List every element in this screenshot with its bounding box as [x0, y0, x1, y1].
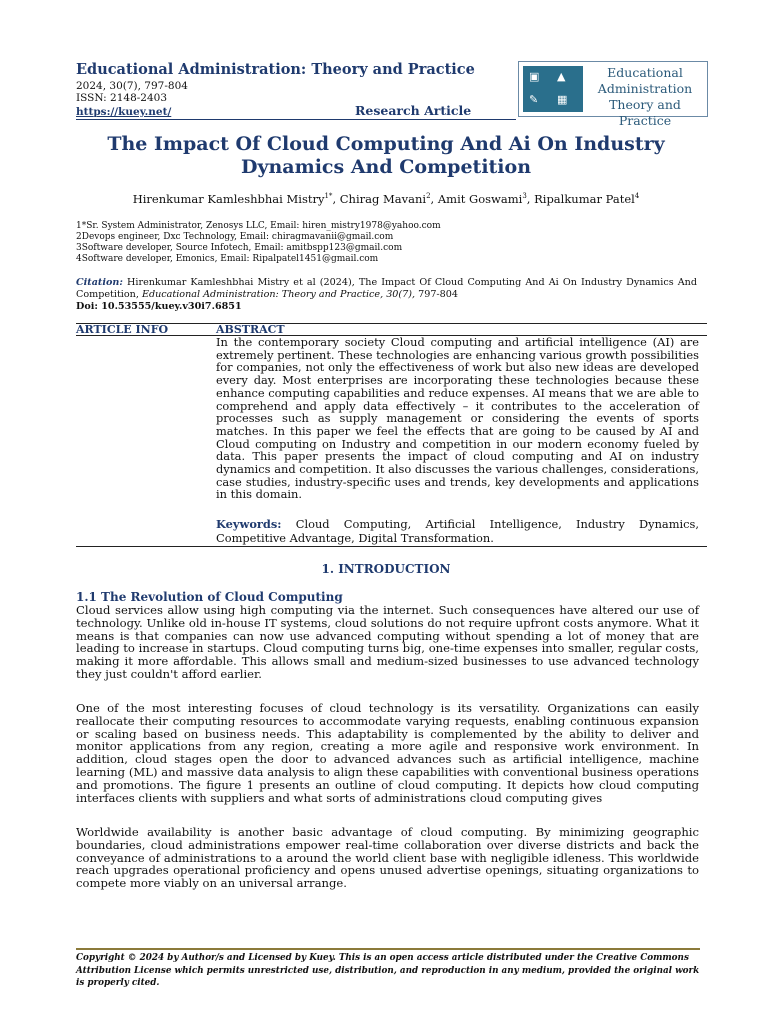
journal-issn: ISSN: 2148-2403: [76, 92, 168, 104]
affiliation: 4Software developer, Emonics, Email: Ripalpatel1451@gmail.com: [76, 254, 379, 264]
author-name: Ripalkumar Patel: [534, 192, 635, 206]
author-mark: 4: [634, 192, 640, 201]
keywords-label: Keywords:: [216, 517, 282, 531]
keywords: [216, 518, 699, 545]
logo-line: Theory and Practice: [609, 97, 681, 128]
author-list: Hirenkumar Kamleshbhai Mistry$^{1*}$, Chirag Mavani$^2$, Amit Goswami$^3$, Ripalkumar Patel$^4$: [132, 192, 640, 206]
doi: Doi: 10.53555/kuey.v30i7.6851: [76, 301, 242, 312]
citation-label: Citation:: [76, 277, 123, 288]
affiliation: 1*Sr. System Administrator, Zenosys LLC, Email: hiren_mistry1978@yahoo.com: [76, 221, 441, 231]
article-type: Research Article: [355, 103, 472, 118]
body-paragraph: Cloud services allow using high computing via the internet. Such consequences have altered our use of technology. Unlike old in-house IT systems, cloud solutions do not require upfront costs anymore. What it means is that companies can now use advanced computing without spending a lot of money that are leading to increase in startups. Cloud computing turns big, one-time expenses into smaller, regular costs, making it more affordable. This allows small and medium-sized businesses to use advanced technology they just couldn't afford earlier.: [76, 603, 699, 681]
section-heading: 1. INTRODUCTION: [321, 562, 451, 576]
citation: [76, 277, 697, 300]
journal-volume: 2024, 30(7), 797-804: [76, 80, 188, 92]
journal-link[interactable]: https://kuey.net/: [76, 106, 172, 118]
author-mark: 2: [426, 192, 431, 201]
citation-pages: 797-804: [418, 288, 458, 300]
logo-text: [587, 65, 703, 129]
citation-text: Hirenkumar Kamleshbhai Mistry et al (2024), The Impact Of Cloud Computing And Ai On Industry Dynamics And Competition,: [76, 277, 697, 300]
document-icon: ▦: [557, 93, 568, 106]
author-name: Chirag Mavani: [339, 192, 427, 206]
body-paragraph: Worldwide availability is another basic advantage of cloud computing. By minimizing geographic boundaries, cloud administrations empower real-time collaboration over diverse districts and back the conveyance of administrations to a around the world client base with negligible idleness. This worldwide reach upgrades operational proficiency and opens unused advertise openings, situating organizations to compete more viably on an universal arrange.: [76, 825, 699, 891]
article-info-heading: ARTICLE INFO: [76, 323, 169, 336]
bookmark-icon: ▲: [557, 70, 566, 83]
affiliation: 2Devops engineer, Dxc Technology, Email: chiragmavanii@gmail.com: [76, 232, 394, 242]
table-rule-bottom: [76, 546, 707, 547]
abstract-heading: ABSTRACT: [216, 323, 285, 336]
journal-title: Educational Administration: Theory and Practice: [76, 61, 475, 78]
logo-line: Educational: [607, 65, 683, 80]
subsection-heading: 1.1 The Revolution of Cloud Computing: [76, 590, 343, 604]
logo-icons: [523, 66, 583, 112]
author-name: Amit Goswami: [437, 192, 523, 206]
author-mark: 1*: [324, 192, 333, 201]
pencil-icon: ✎: [529, 93, 539, 106]
affiliation: 3Software developer, Source Infotech, Email: amitbspp123@gmail.com: [76, 243, 403, 253]
citation-journal: Educational Administration: Theory and Practice, 30(7),: [141, 288, 416, 300]
header-divider: [76, 119, 516, 120]
body-paragraph: One of the most interesting focuses of cloud technology is its versatility. Organizations can easily reallocate their computing resources to accommodate varying requests, enabling continuous expansion or scaling based on business needs. This adaptability is complemented by the ability to deliver and monitor applications from any region, creating a more agile and responsive work environment. In addition, cloud stages open the door to advanced advances such as artificial intelligence, machine learning (ML) and massive data analysis to align these capabilities with conventional business operations and promotions. The figure 1 presents an outline of cloud computing. It depicts how cloud computing interfaces clients with suppliers and what sorts of administrations cloud computing gives: [76, 701, 699, 805]
book-icon: ▣: [529, 70, 540, 83]
author-name: Hirenkumar Kamleshbhai Mistry: [132, 192, 325, 206]
footer-divider: [76, 948, 700, 950]
abstract-text: In the contemporary society Cloud computing and artificial intelligence (AI) are extremely pertinent. These technologies are enhancing various growth possibilities for companies, not only the effectiveness of work but also new ideas are developed every day. Most enterprises are incorporating these technologies because these enhance computing capabilities and reduce expenses. AI means that we are able to comprehend and apply data effectively – it contributes to the acceleration of processes such as supply management or considering the events of sports matches. In this paper we feel the effects that are going to be caused by AI and Cloud computing on Industry and competition in our modern economy fueled by data. This paper presents the impact of cloud computing and AI on industry dynamics and competition. It also discusses the various challenges, considerations, case studies, industry-specific uses and trends, key developments and applications in this domain.: [216, 335, 699, 502]
author-mark: 3: [522, 192, 527, 201]
keywords-list: Cloud Computing, Artificial Intelligence, Industry Dynamics, Competitive Advantage, Digital Transformation.: [216, 517, 699, 545]
table-rule-top: [76, 323, 707, 324]
journal-logo: [518, 61, 708, 128]
copyright-notice: Copyright © 2024 by Author/s and Licensed by Kuey. This is an open access article distributed under the Creative Commons Attribution License which permits unrestricted use, distribution, and reproduction in any medium, provided the original work is properly cited.: [76, 953, 700, 988]
paper-title: The Impact Of Cloud Computing And Ai On Industry Dynamics And Competition: [107, 133, 665, 178]
logo-line: Administration: [597, 81, 693, 96]
